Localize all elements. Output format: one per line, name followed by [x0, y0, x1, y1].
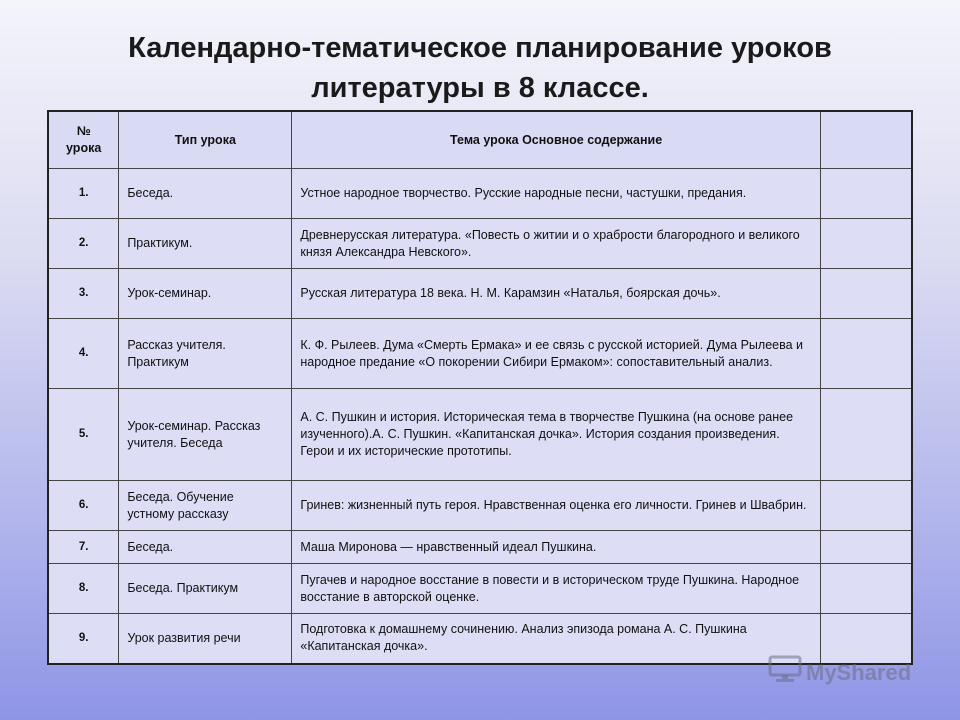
- cell-num: 5.: [48, 389, 119, 481]
- table-row: [48, 269, 912, 319]
- cell-topic: Устное народное творчество. Русские народные песни, частушки, предания.: [292, 169, 820, 219]
- cell-empty: [820, 389, 912, 481]
- table-row: [48, 219, 912, 269]
- cell-empty: [820, 169, 912, 219]
- cell-topic: Пугачев и народное восстание в повести и в историческом труде Пушкина. Народное восстание в авторской оценке.: [292, 564, 820, 614]
- cell-type: Беседа. Практикум: [119, 564, 292, 614]
- cell-topic: Гринев: жизненный путь героя. Нравственная оценка его личности. Гринев и Швабрин.: [292, 481, 820, 531]
- cell-empty: [820, 481, 912, 531]
- cell-type: Урок-семинар.: [119, 269, 292, 319]
- page-title: [0, 28, 960, 108]
- cell-empty: [820, 531, 912, 564]
- header-type: Тип урока: [119, 111, 292, 169]
- header-extra: [820, 111, 912, 169]
- cell-num: 2.: [48, 219, 119, 269]
- table-row: [48, 389, 912, 481]
- cell-type: Урок-семинар. Рассказ учителя. Беседа: [119, 389, 292, 481]
- cell-num: 6.: [48, 481, 119, 531]
- watermark-text: MyShared: [806, 660, 912, 685]
- cell-topic: А. С. Пушкин и история. Историческая тема в творчестве Пушкина (на основе ранее изученного).А. С. Пушкин. «Капитанская дочка». История создания произведения. Герои и их исторические прототипы.: [292, 389, 820, 481]
- cell-topic: Маша Миронова — нравственный идеал Пушкина.: [292, 531, 820, 564]
- cell-num: 9.: [48, 614, 119, 664]
- table-row: [48, 169, 912, 219]
- table-header-row: [48, 111, 912, 169]
- cell-empty: [820, 269, 912, 319]
- title-line-2: литературы в 8 классе.: [311, 72, 649, 104]
- projector-icon: [768, 655, 802, 691]
- table-row: [48, 564, 912, 614]
- header-topic: Тема урока Основное содержание: [292, 111, 820, 169]
- cell-type: Беседа. Обучение устному рассказу: [119, 481, 292, 531]
- cell-topic: Подготовка к домашнему сочинению. Анализ эпизода романа А. С. Пушкина «Капитанская дочка».: [292, 614, 820, 664]
- cell-topic: Древнерусская литература. «Повесть о житии и о храбрости благородного и великого князя Александра Невского».: [292, 219, 820, 269]
- cell-type: Беседа.: [119, 169, 292, 219]
- myshared-watermark: [768, 657, 911, 689]
- cell-type: Урок развития речи: [119, 614, 292, 664]
- cell-type: Практикум.: [119, 219, 292, 269]
- cell-num: 8.: [48, 564, 119, 614]
- cell-type: Рассказ учителя. Практикум: [119, 319, 292, 389]
- cell-empty: [820, 319, 912, 389]
- cell-type: Беседа.: [119, 531, 292, 564]
- cell-num: 7.: [48, 531, 119, 564]
- cell-num: 3.: [48, 269, 119, 319]
- table-row: [48, 531, 912, 564]
- cell-num: 1.: [48, 169, 119, 219]
- table-row: [48, 319, 912, 389]
- cell-empty: [820, 614, 912, 664]
- table-row: [48, 481, 912, 531]
- lesson-plan-table: [47, 110, 913, 665]
- cell-empty: [820, 564, 912, 614]
- cell-topic: Русская литература 18 века. Н. М. Карамзин «Наталья, боярская дочь».: [292, 269, 820, 319]
- cell-num: 4.: [48, 319, 119, 389]
- cell-topic: К. Ф. Рылеев. Дума «Смерть Ермака» и ее связь с русской историей. Дума Рылеева и народное предание «О покорении Сибири Ермаком»: сопоставительный анализ.: [292, 319, 820, 389]
- title-line-1: Календарно-тематическое планирование уроков: [128, 32, 832, 64]
- cell-empty: [820, 219, 912, 269]
- header-num: № урока: [48, 111, 119, 169]
